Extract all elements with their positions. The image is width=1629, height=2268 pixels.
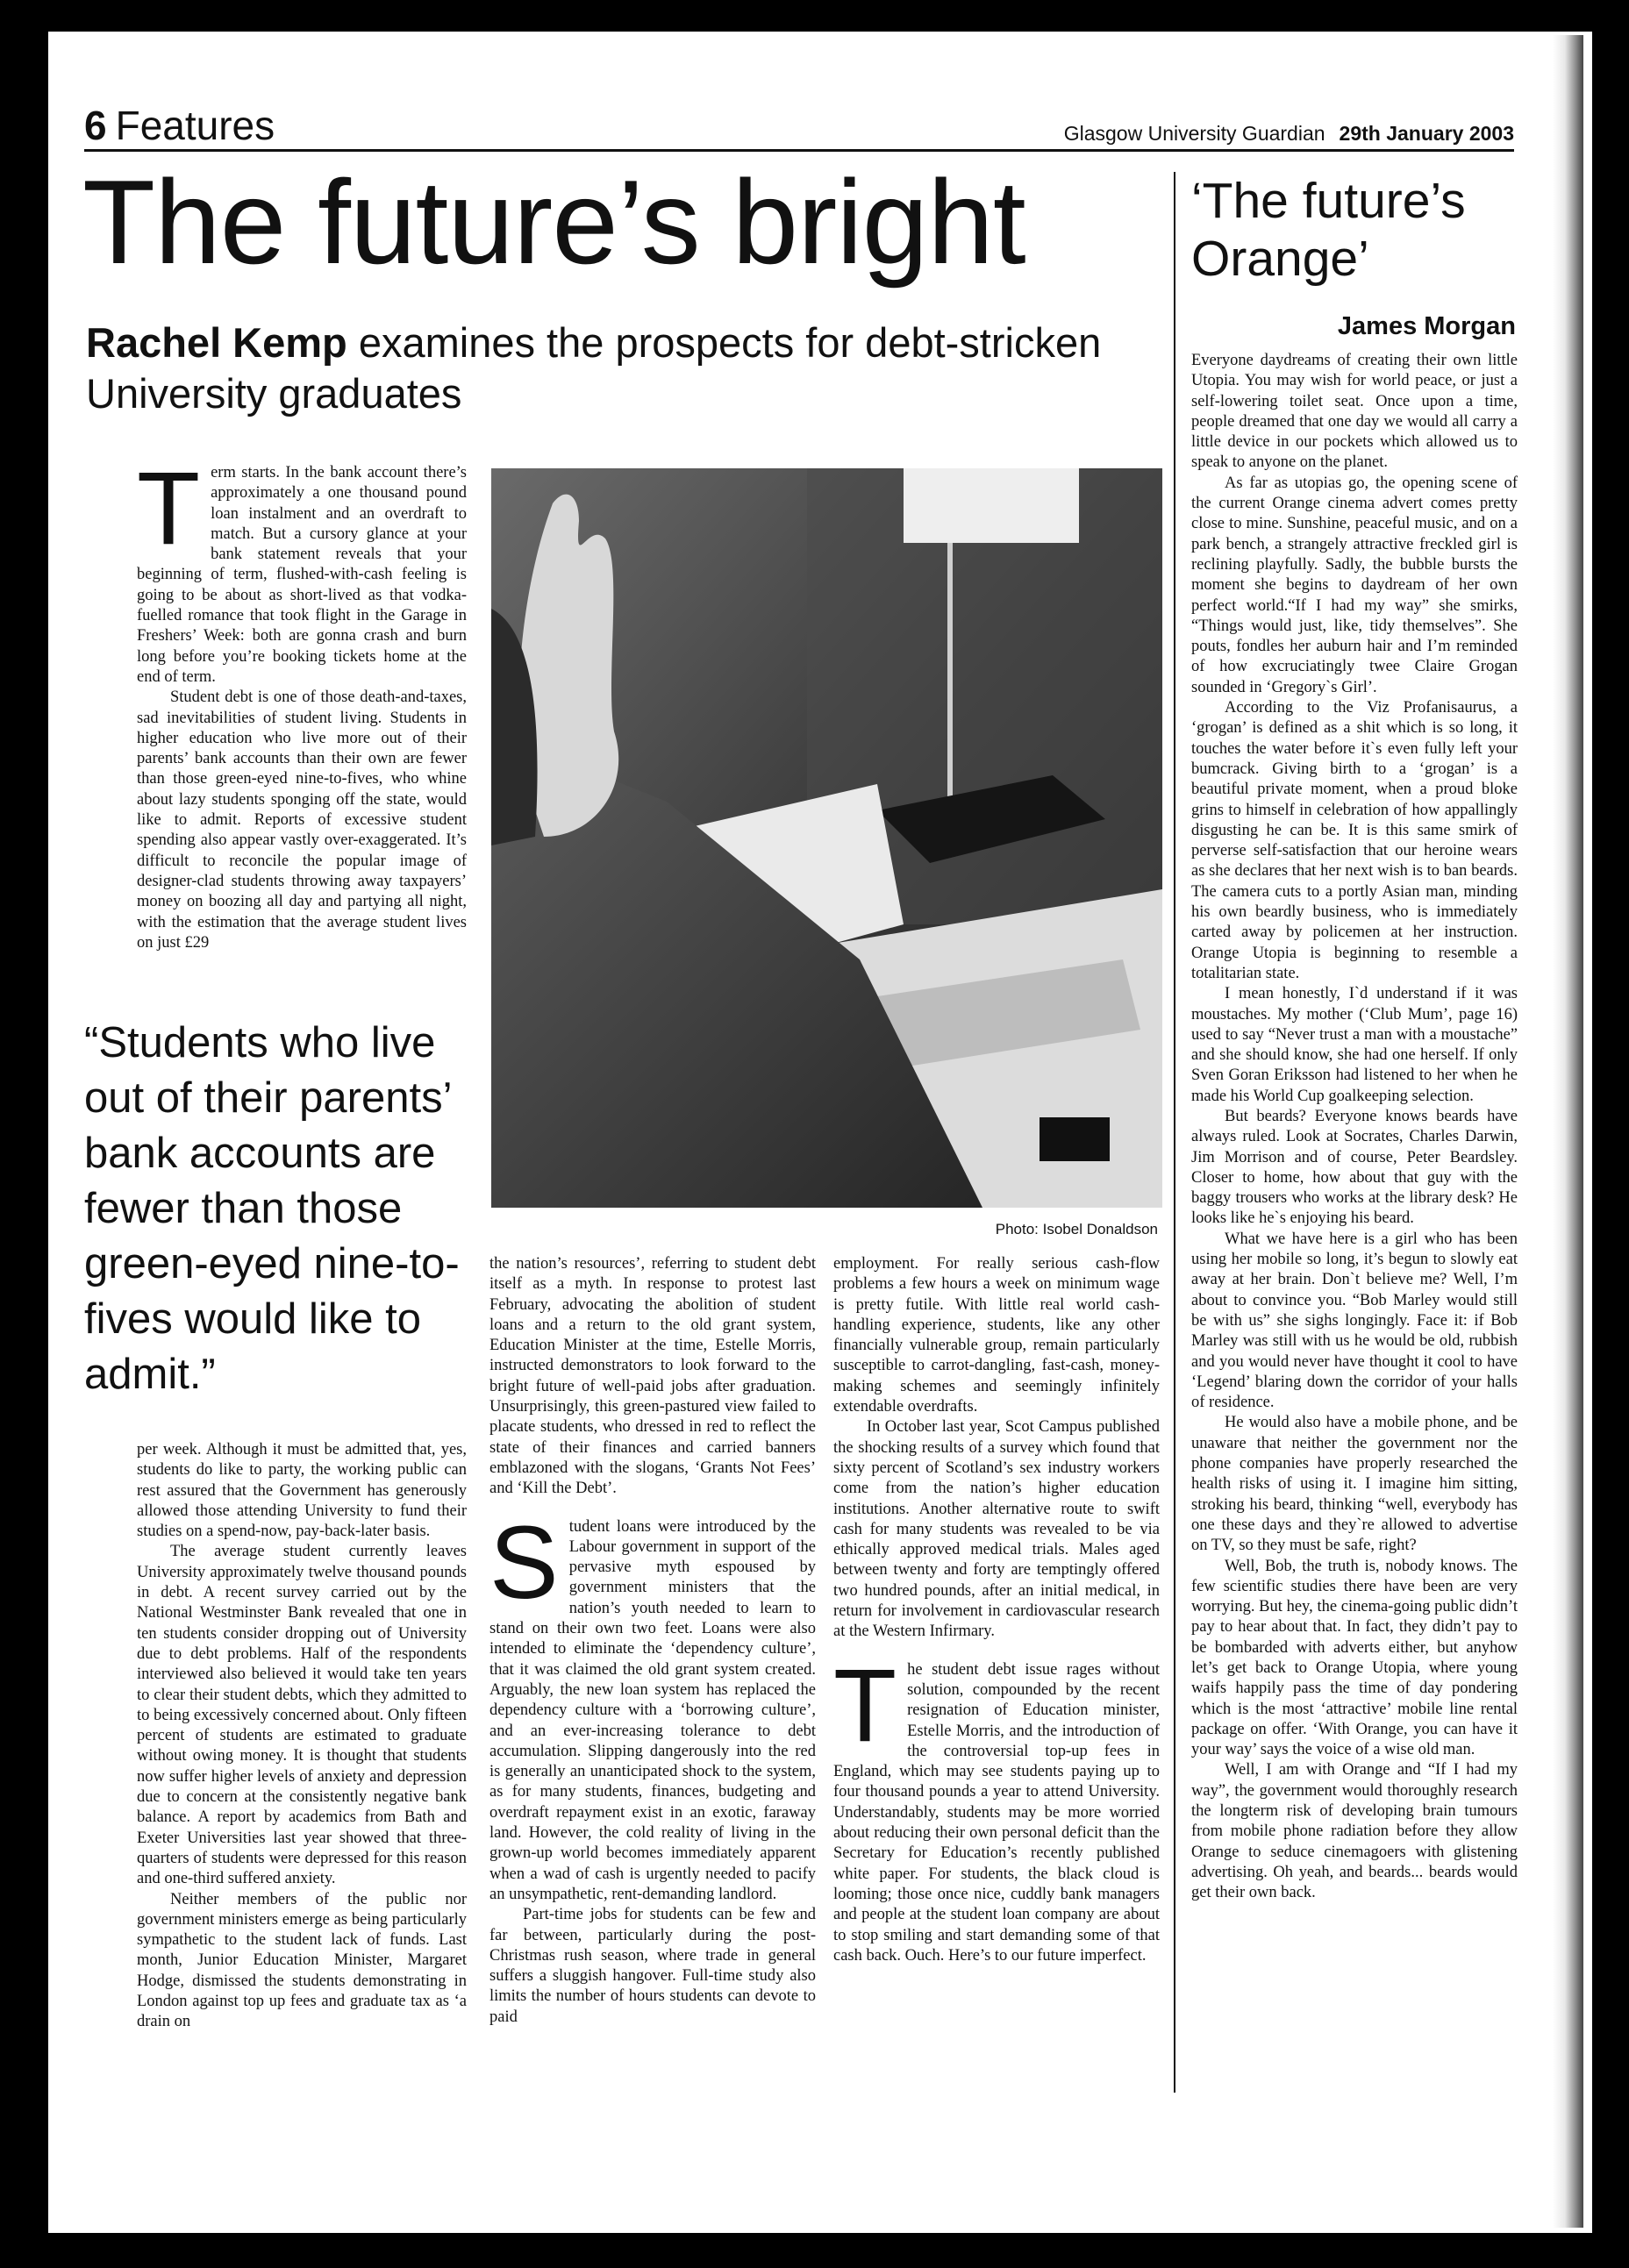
standfirst: [86, 317, 1156, 419]
section-name: Features: [115, 103, 275, 148]
paragraph: What we have here is a girl who has been using her mobile so long, it’s begun to slowly eat away at her brain. Don`t believe me? Well, I’m about to convince you. “Bob Marley would still be with us” she sighs longingly. Face it: if Bob Marley was still with us he would be old, rubbish and you would never have thought it cool to have ‘Legend’ blaring down the corridor of your halls of residence.: [1191, 1230, 1518, 1412]
drop-cap: T: [137, 451, 201, 567]
article-column-1-bottom: [137, 1440, 467, 2033]
paragraph: Well, I am with Orange and “If I had my way”, the government would thoroughly research the longterm risk of developing brain tumours from mobile phone radiation before they allow Orange to seduce cinemagoers with glistening advertising. Oh yeah, and beards... beards would get their own back.: [1191, 1761, 1518, 1902]
page-binding-edge: [1553, 35, 1583, 2228]
photo-image: [491, 468, 1162, 1208]
side-article-headline: ‘The future’s Orange’: [1191, 173, 1466, 287]
paragraph: Part-time jobs for students can be few and far between, particularly during the post-Christmas rush season, where trade in general suffers a sluggish hangover. Full-time study also limits the number of hours students can devote to paid: [489, 1906, 816, 2026]
article-column-3: [833, 1254, 1160, 1966]
paragraph: erm starts. In the bank account there’s approximately a one thousand pound loan instalment and an overdraft to match. But a cursory glance at your bank statement reveals that your beginning of term, flushed-with-cash feeling is going to be about as short-lived as that vodka-fuelled romance that took flight in the Garage in Freshers’ Week: both are gonna crash and burn long before you’re booking tickets home at the end of term.: [137, 464, 467, 686]
paragraph: In October last year, Scot Campus published the shocking results of a survey which found that sixty percent of Scotland’s sex industry workers come from the nation’s higher education institutions. Another alternative route to swift cash for many students was revealed to be via ethically approved medical trials. Males aged between twenty and forty are temptingly offered two hundred pounds, after an initial medical, in return for involvement in cardiovascular research at the Western Infirmary.: [833, 1418, 1160, 1641]
paragraph: Well, Bob, the truth is, nobody knows. The few scientific studies there have been are very worrying. But hey, the cinema-going public didn’t pay to hear about that. In fact, they didn’t pay to be bombarded with adverts either, but anyhow let’s get back to Orange Utopia, where young waifs happily pass the time of day pondering which is the most ‘attractive’ mobile line rental package on offer. ‘With Orange, you can have it your way’ says the voice of a wise old man.: [1191, 1557, 1518, 1759]
author-name: Rachel Kemp: [86, 319, 347, 366]
paragraph: I mean honestly, I`d understand if it was moustaches. My mother (‘Club Mum’, page 16) used to say “Never trust a man with a moustache” and she should know, she had one herself. If only Sven Goran Eriksson had listened to her when he made his World Cup goalkeeping selection.: [1191, 985, 1518, 1105]
photo-credit: Photo: Isobel Donaldson: [995, 1221, 1158, 1237]
side-article-author: James Morgan: [1337, 312, 1516, 340]
article-column-2: [489, 1254, 816, 2028]
paragraph: He would also have a mobile phone, and be unaware that neither the government nor the phone companies have properly researched the health risks of using it. I imagine him sitting, stroking his beard, thinking “well, everybody has one these days and they`re allowed to advertise on TV, so they must be safe, right?: [1191, 1414, 1518, 1555]
publication-line: [1064, 122, 1514, 146]
drop-cap: S: [489, 1504, 559, 1621]
paragraph: tudent loans were introduced by the Labour government in support of the pervasive myth espoused by government ministers that the nation’s youth needed to learn to stand on their own two feet. Loans were also intended to eliminate the ‘dependency culture’, that it was claimed the old grant system created. Arguably, the new loan system has replaced the dependency culture with a ‘borrowing culture’, and an ever-increasing tolerance to debt accumulation. Slipping dangerously into the red is generally an unanticipated shock to the system, as for many students, finances, budgeting and overdraft repayment exist in an exotic, faraway land. However, the cold reality of living in the grown-up world becomes immediately apparent when a wad of cash is urgently needed to pacify an unsympathetic, rent-demanding landlord.: [489, 1517, 816, 1903]
article-photo: [491, 468, 1162, 1208]
paragraph: Neither members of the public nor government ministers emerge as being particularly sympathetic to the student lack of funds. Last month, Junior Education Minister, Margaret Hodge, dismissed the students demonstrating in London against top up fees and graduate tax as ‘a drain on: [137, 1890, 467, 2031]
headline: The future’s bright: [82, 155, 1025, 289]
section-label: [84, 103, 275, 147]
column-divider: [1174, 172, 1175, 2093]
drop-cap: T: [833, 1647, 897, 1764]
standfirst-text: examines the prospects for debt-stricken University graduates: [86, 319, 1102, 417]
publication-name: Glasgow University Guardian: [1063, 122, 1325, 145]
page-number: 6: [84, 103, 107, 148]
paragraph: he student debt issue rages without solution, compounded by the recent resignation of Education minister, Estelle Morris, and the introduction of the controversial top-up fees in England, which may see students paying up to four thousand pounds a year to attend University. Understandably, students may be more worried about reducing their own personal deficit than the Secretary for Education’s recently published white paper. For students, the black cloud is looming; those once nice, cuddly bank managers and people at the student loan company are about to stop smiling and start demanding some of that cash back. Ouch. Here’s to our future imperfect.: [833, 1660, 1160, 1965]
side-article-body: [1191, 351, 1518, 1904]
issue-date: 29th January 2003: [1339, 122, 1514, 145]
paragraph: But beards? Everyone knows beards have always ruled. Look at Socrates, Charles Darwin, Jim Morrison and of course, Peter Beardsley. Closer to home, how about that guy with the baggy trousers who works at the library desk? He looks like he`s enjoying his beard.: [1191, 1107, 1518, 1228]
paragraph: The average student currently leaves University approximately twelve thousand pounds in debt. A recent survey carried out by the National Westminster Bank revealed that one in ten students consider dropping out of University due to debt problems. Half of the respondents interviewed also believed it would take ten years to clear their student debts, which they admitted to to being excessively concerned about. Only fifteen percent of students are estimated to graduate without owing money. It is thought that students now suffer higher levels of anxiety and depression due to concern at the consistently negative bank balance. A report by academics from Bath and Exeter Universities last year showed that three-quarters of students were depressed for this reason and one-third suffered anxiety.: [137, 1543, 467, 1888]
paragraph: per week. Although it must be admitted that, yes, students do like to party, the working public can rest assured that the Government has generously allowed those attending University to fund their studies on a spend-now, pay-back-later basis.: [137, 1441, 467, 1541]
pull-quote: “Students who live out of their parents’ bank accounts are fewer than those green-eyed nine-to-fives would like to admit.”: [84, 1019, 460, 1398]
paragraph: Everyone daydreams of creating their own little Utopia. You may wish for world peace, or just a self-lowering toilet seat. Once upon a time, people dreamed that one day we would all carry a little device in our pockets which allowed us to speak to anyone on the planet.: [1191, 352, 1518, 472]
paragraph: According to the Viz Profanisaurus, a ‘grogan’ is defined as a shit which is so long, it touches the water before it`s even fully left your bumcrack. Giving birth to a ‘grogan’ is a beautiful private moment, when a proud bloke grins to himself in celebration of how appallingly disgusting he can be. It is this same smirk of perverse self-satisfaction that our heroine wears as she declares that her next wish is to ban beards. The camera cuts to a portly Asian man, minding his own beardly business, who is immediately carted away by policemen at her instruction. Orange Utopia is beginning to resemble a totalitarian state.: [1191, 699, 1518, 982]
paragraph: employment. For really serious cash-flow problems a few hours a week on minimum wage is pretty futile. With little real world cash-handling experience, students, like any other financially vulnerable group, remain particularly susceptible to carrot-dangling, fast-cash, money-making schemes and seemingly infinitely extendable overdrafts.: [833, 1255, 1160, 1416]
page-header: [84, 103, 1514, 152]
article-column-1-top: [137, 451, 467, 953]
paragraph: the nation’s resources’, referring to student debt itself as a myth. In response to protest last February, advocating the abolition of student loans and a return to the old grant system, Education Minister at the time, Estelle Morris, instructed demonstrators to look forward to the bright future of well-paid jobs after graduation. Unsurprisingly, this green-pastured view failed to placate students, who dressed in red to reflect the state of their finances and carried banners emblazoned with the slogans, ‘Grants Not Fees’ and ‘Kill the Debt’.: [489, 1255, 816, 1498]
paragraph: As far as utopias go, the opening scene of the current Orange cinema advert comes pretty close to mine. Sunshine, peaceful music, and on a park bench, a strangely attractive freckled girl is reclining playfully. Sadly, the bubble bursts the moment she begins to daydream of her own perfect world.“If I had my way” she smirks, “Things would just, like, tidy themselves”. She pouts, fondles her auburn hair and I’m reminded of how excruciatingly twee Claire Grogan sounded in ‘Gregory`s Girl’.: [1191, 474, 1518, 696]
paragraph: Student debt is one of those death-and-taxes, sad inevitabilities of student living. Students in higher education who live more out of their parents’ bank accounts than their own are fewer than those green-eyed nine-to-fives, who whine about lazy students sponging off the state, would like to admit. Reports of excessive student spending also appear vastly over-exaggerated. It’s difficult to reconcile the popular image of designer-clad students throwing away taxpayers’ money on boozing all day and partying all night, with the estimation that the average student lives on just £29: [137, 688, 467, 952]
